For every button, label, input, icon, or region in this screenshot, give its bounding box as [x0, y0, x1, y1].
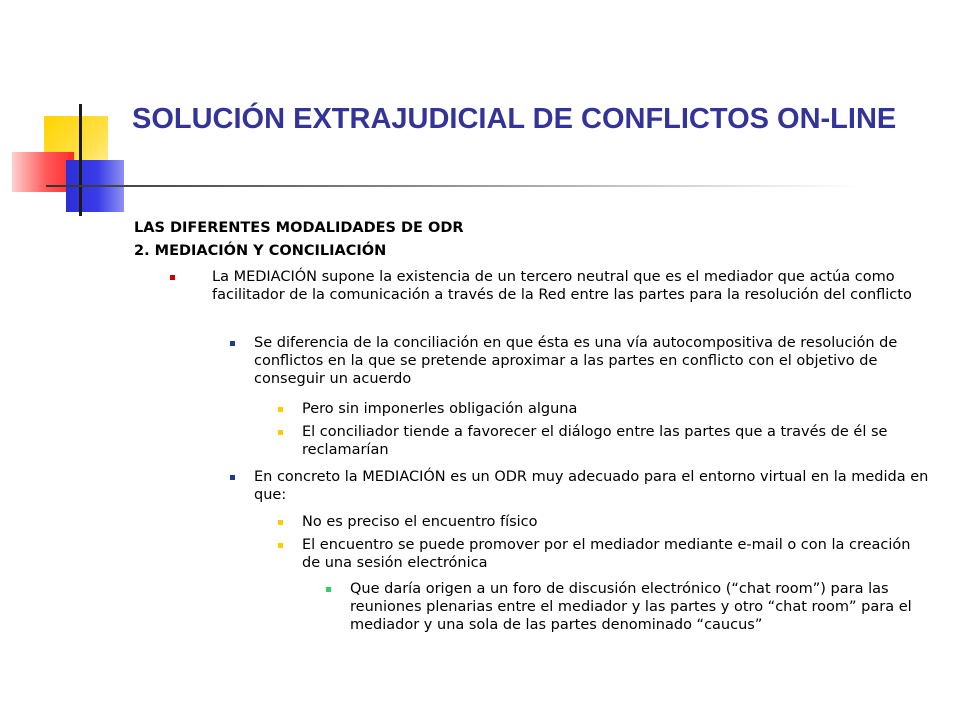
bullet-text: Pero sin imponerles obligación alguna — [302, 401, 578, 417]
bullet-text: La MEDIACIÓN supone la existencia de un tercero neutral que es el mediador que actúa como facilitador de la comunicación a través de la Red entre las partes para la resolución del conflicto — [212, 269, 912, 303]
bullet-text: Que daría origen a un foro de discusión electrónico (“chat room”) para las reuniones plenarias entre el mediador y las partes y otro “chat room” para el mediador y una sola de las partes denominado “caucus” — [350, 581, 912, 633]
bullet-item-level-2 — [254, 468, 934, 504]
bullet-item-level-1 — [212, 268, 922, 304]
subsection-heading: 2. MEDIACIÓN Y CONCILIACIÓN — [134, 243, 387, 259]
blue-square-bullet-icon — [230, 475, 235, 480]
yellow-square-bullet-icon — [278, 543, 283, 548]
bullet-text: El encuentro se puede promover por el mediador mediante e-mail o con la creación de una sesión electrónica — [302, 537, 911, 571]
bullet-text: El conciliador tiende a favorecer el diálogo entre las partes que a través de él se reclamarían — [302, 424, 888, 458]
bullet-item-level-3 — [302, 423, 932, 459]
bullet-item-level-2 — [254, 334, 934, 388]
section-heading: LAS DIFERENTES MODALIDADES DE ODR — [134, 220, 464, 236]
decor-vertical-line — [79, 104, 82, 216]
red-square-bullet-icon — [170, 275, 175, 280]
blue-square-bullet-icon — [230, 341, 235, 346]
title-underline — [46, 185, 860, 187]
bullet-text: Se diferencia de la conciliación en que ésta es una vía autocompositiva de resolución de conflictos en la que se pretende aproximar a las partes en conflicto con el objetivo de conseguir un acuerdo — [254, 335, 898, 387]
bullet-item-level-3 — [302, 400, 932, 418]
bullet-text: En concreto la MEDIACIÓN es un ODR muy adecuado para el entorno virtual en la medida en que: — [254, 469, 929, 503]
yellow-square-bullet-icon — [278, 407, 283, 412]
yellow-square-bullet-icon — [278, 430, 283, 435]
bullet-text: No es preciso el encuentro físico — [302, 514, 538, 530]
green-square-bullet-icon — [326, 587, 331, 592]
slide-title: SOLUCIÓN EXTRAJUDICIAL DE CONFLICTOS ON-LINE — [132, 103, 897, 135]
bullet-item-level-3 — [302, 513, 932, 531]
bullet-item-level-4 — [350, 580, 920, 634]
bullet-item-level-3 — [302, 536, 932, 572]
yellow-square-bullet-icon — [278, 520, 283, 525]
